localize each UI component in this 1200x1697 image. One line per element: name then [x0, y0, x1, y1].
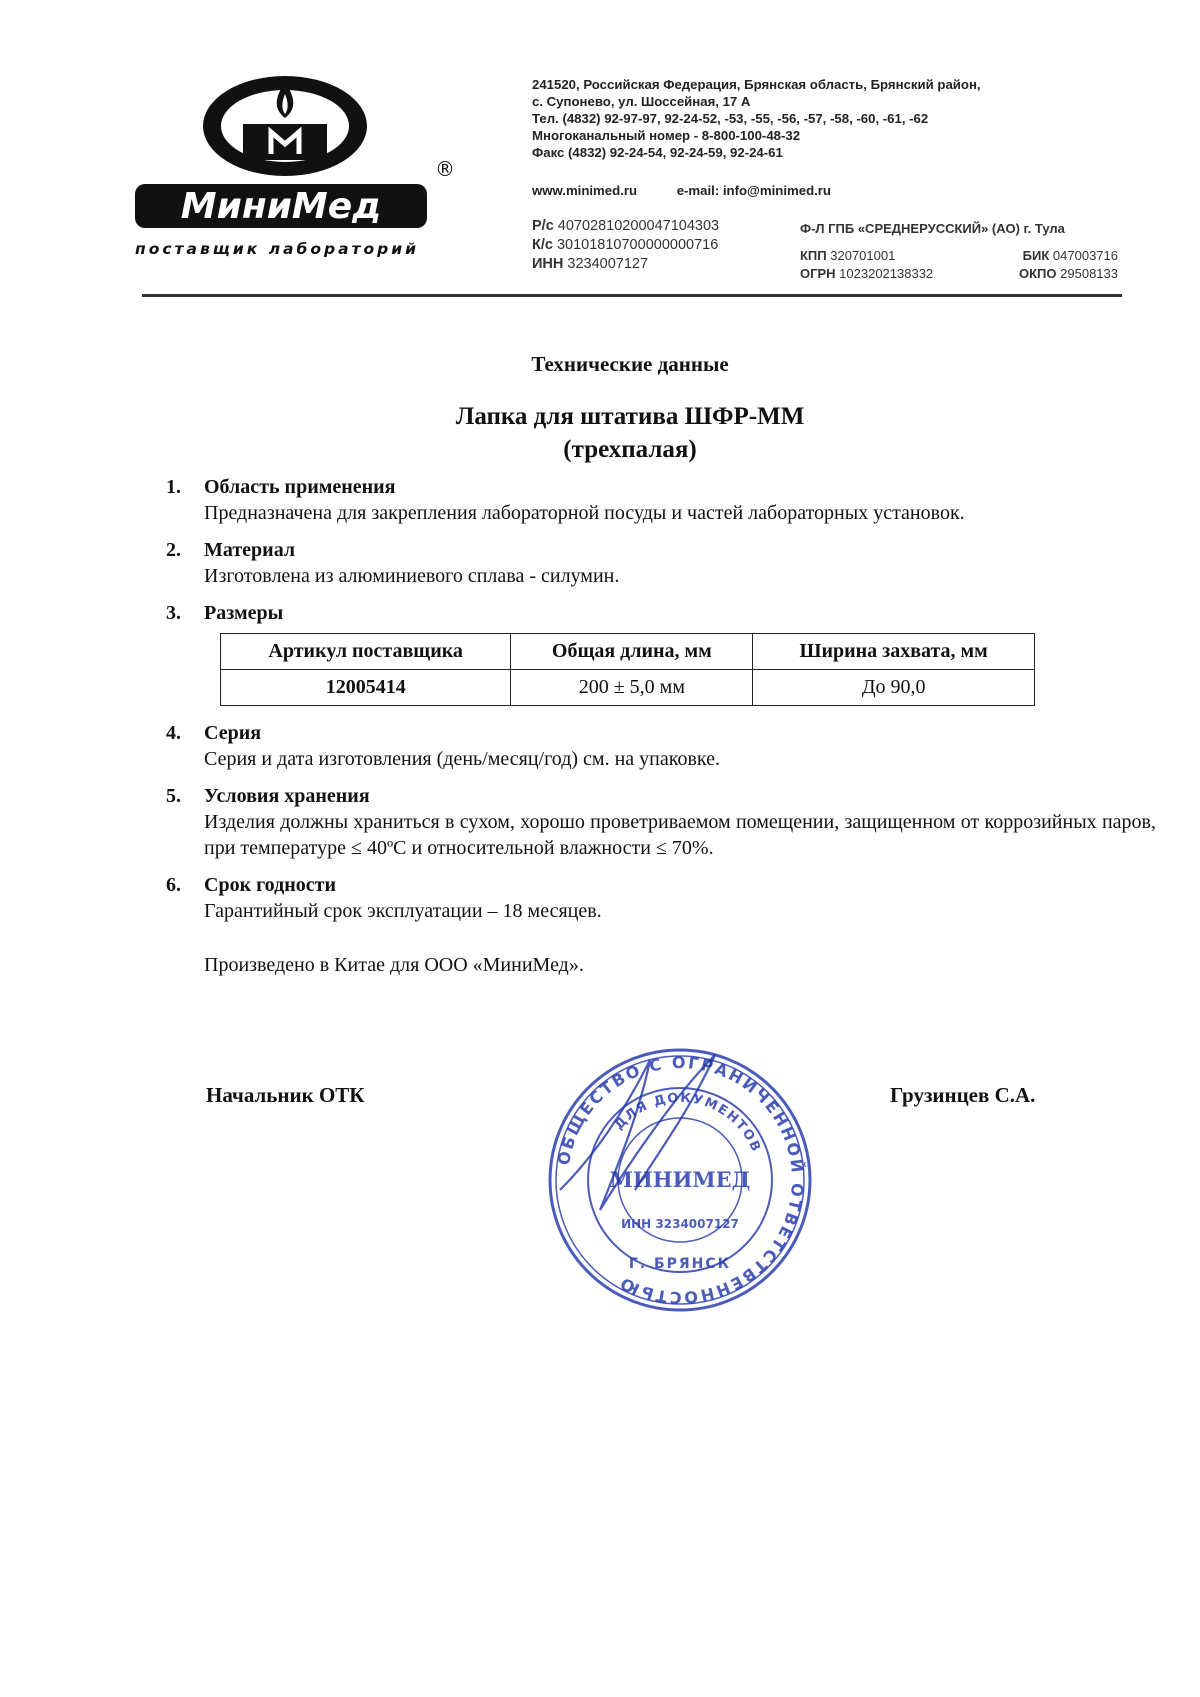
logo-tagline: поставщик лабораторий: [135, 240, 419, 258]
section-text: Серия и дата изготовления (день/месяц/год) см. на упаковке.: [204, 748, 720, 770]
section-material: 2. Материал Изготовлена из алюминиевого сплава - силумин.: [166, 537, 1156, 589]
company-stamp: [540, 1040, 820, 1320]
section-heading: Срок годности: [204, 874, 336, 896]
column-header: Ширина захвата, мм: [753, 634, 1035, 670]
section-text: Предназначена для закрепления лабораторной посуды и частей лабораторных установок.: [204, 502, 965, 524]
section-storage: 5. Условия хранения Изделия должны храниться в сухом, хорошо проветриваемом помещении, защищенном от коррозийных паров, при температуре ≤ 40ºС и относительной влажности ≤ 70%.: [166, 785, 1156, 859]
contact-address: [532, 76, 1132, 161]
length-cell: 200 ± 5,0 мм: [511, 670, 753, 706]
stamp-inner-top: ДЛЯ ДОКУМЕНТОВ: [611, 1090, 764, 1156]
bank-details-right: [800, 221, 1118, 283]
address-line: 241520, Российская Федерация, Брянская область, Брянский район,: [532, 77, 981, 92]
stamp-center: МИНИМЕД: [609, 1167, 751, 1192]
section-dimensions: 3. Размеры: [166, 600, 1156, 626]
bank-row: К/с 30101810700000000716: [532, 237, 719, 253]
article-cell: 12005414: [221, 670, 511, 706]
made-in-note: Произведено в Китае для ООО «МиниМед».: [204, 954, 584, 976]
bank-branch: Ф-Л ГПБ «СРЕДНЕРУССКИЙ» (АО) г. Тула: [800, 221, 1065, 236]
section-heading: Область применения: [204, 476, 396, 498]
section-heading: Материал: [204, 539, 296, 561]
bank-row: Р/с 40702810200047104303: [532, 218, 720, 234]
bank-row: ОГРН 1023202138332 ОКПО 29508133: [800, 266, 1118, 281]
multichannel-line: Многоканальный номер - 8-800-100-48-32: [532, 128, 801, 143]
address-line: с. Супонево, ул. Шоссейная, 17 А: [532, 94, 751, 109]
minimed-logo: [135, 72, 465, 272]
section-application: 1. Область применения Предназначена для закрепления лабораторной посуды и частей лабораторных установок.: [166, 474, 1156, 526]
section-heading: Размеры: [204, 602, 284, 624]
section-series: 4. Серия Серия и дата изготовления (день/месяц/год) см. на упаковке.: [166, 720, 1156, 772]
section-text: Изделия должны храниться в сухом, хорошо проветриваемом помещении, защищенном от коррозийных паров, при температуре ≤ 40ºС и относительной влажности ≤ 70%.: [204, 811, 1156, 859]
web-contacts: [532, 183, 831, 198]
grip-width-cell: До 90,0: [753, 670, 1035, 706]
section-heading: Условия хранения: [204, 785, 370, 807]
bank-row: ИНН 3234007127: [532, 256, 649, 272]
logo-brand: МиниМед: [180, 186, 382, 227]
signature-role: Начальник ОТК: [206, 1083, 365, 1107]
section-heading: Серия: [204, 722, 262, 744]
fax-line: Факс (4832) 92-24-54, 92-24-59, 92-24-61: [532, 145, 783, 160]
document-title: Технические данные: [531, 352, 729, 376]
signature-name: Грузинцев С.А.: [890, 1083, 1036, 1107]
table-row: [221, 670, 1035, 706]
dimensions-table: [220, 633, 1035, 706]
phone-line: Тел. (4832) 92-97-97, 92-24-52, -53, -55, -56, -57, -58, -60, -61, -62: [532, 111, 929, 126]
bank-row: КПП 320701001 БИК 047003716: [800, 248, 1118, 263]
column-header: Общая длина, мм: [511, 634, 753, 670]
column-header: Артикул поставщика: [221, 634, 511, 670]
bank-details-left: [532, 217, 719, 274]
website-link[interactable]: www.minimed.ru: [532, 183, 638, 198]
stamp-outer-text: ОБЩЕСТВО С ОГРАНИЧЕННОЙ ОТВЕТСТВЕННОСТЬЮ: [553, 1052, 808, 1308]
section-text: Изготовлена из алюминиевого сплава - силумин.: [204, 565, 620, 587]
table-header-row: [221, 634, 1035, 670]
registered-mark: ®: [435, 157, 455, 181]
stamp-inn: ИНН 3234007127: [621, 1217, 739, 1231]
stamp-city: Г. БРЯНСК: [628, 1256, 732, 1272]
email-link[interactable]: e-mail: info@minimed.ru: [676, 183, 831, 198]
header-divider: [142, 294, 1122, 297]
section-shelf-life: 6. Срок годности Гарантийный срок эксплуатации – 18 месяцев.: [166, 872, 1156, 924]
product-title: Лапка для штатива ШФР-ММ (трехпалая): [455, 403, 805, 463]
section-text: Гарантийный срок эксплуатации – 18 месяцев.: [204, 900, 602, 922]
